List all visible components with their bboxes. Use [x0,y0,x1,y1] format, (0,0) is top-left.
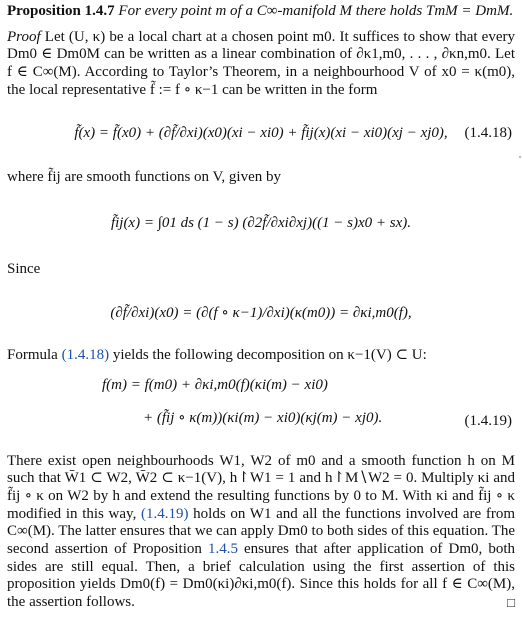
equation-fij-body: f̃ij(x) = ∫01 ds (1 − s) (∂2f̃/∂xi∂xj)((1 − s)x0 + sx). [110,215,412,232]
document-page [7,0,515,612]
proof-para3-text: Since [7,261,41,278]
equation-since-body: (∂f̃/∂xi)(x0) = (∂(f ∘ κ−1)/∂xi)(κ(m0)) = ∂κi,m0(f), [110,304,412,321]
proof-para5-text-a: There exist open neighbourhoods W1, W2 of m0 and a smooth function h on M such that W̄1 ⊂ W2, W̄2 ⊂ κ−1(V), h↾W1 = 1 and h↾M∖W2 = 0. Multiply κi and f̃ij ∘ κ on W2 by h and extend the resulting functions by 0 to M. With κi and f̃ij ∘ κ modified in this way, [7,452,515,522]
equation-1-4-18-link[interactable]: (1.4.18) [61,346,110,363]
proof-paragraph-5 [7,453,515,612]
proposition-1-4-5-link[interactable]: 1.4.5 [207,540,238,557]
equation-1-4-19-link[interactable]: (1.4.19) [141,505,189,522]
equation-1-4-19-number: (1.4.19) [464,412,512,429]
proof-para4-suffix: yields the following decomposition on κ−1(V) ⊂ U: [109,346,427,363]
proposition [7,3,515,21]
equation-1-4-19-line-1: f(m) = f(m0) + ∂κi,m0(f)(κi(m) − xi0) [102,376,328,393]
proof-paragraph-2 [7,169,515,187]
equation-1-4-19-line-2: + (f̃ij ∘ κ(m))(κi(m) − xi0)(κj(m) − xj0). [143,410,383,427]
proof-para1-text: Let (U, κ) be a local chart at a chosen point m0. It suffices to show that every Dm0 ∈ Dm0M can be written as a linear combination of ∂κ1,m0, . . . , ∂κn,m0. Let f ∈ C∞(M). According to Taylor’s Theorem, in a neighbourhood V of x0 = κ(m0), the local representative f̃ := f ∘ κ−1 can be written in the form [7,28,515,98]
equation-1-4-18-number: (1.4.18) [464,125,512,142]
proposition-label: Proposition 1.4.7 [7,3,115,19]
proof-paragraph-4 [7,347,515,365]
proof-para5-text-c: ensures that after application of Dm0, both sides are still equal. Then, a brief calculation using the first assertion of this proposition yields Dm0(f) = Dm0(κi)∂κi,m0(f). Since this holds for all f ∈ C∞(M), the assertion follows. [7,540,515,610]
proof-paragraph-3 [7,261,515,279]
equation-fij [7,201,515,247]
proof-para5-text-b: holds on W1 and all the functions involved are from C∞(M). The latter ensures that we can apply Dm0 to both sides of this equation. The second assertion of Proposition [7,505,515,557]
equation-1-4-19 [7,377,515,441]
proposition-statement: For every point m of a C∞-manifold M there holds TmM = DmM. [118,3,514,19]
equation-1-4-18-body: f̃(x) = f̃(x0) + (∂f̃/∂xi)(x0)(xi − xi0) + f̃ij(x)(xi − xi0)(xj − xj0), [74,125,448,142]
proof-para2-text: where f̃ij are smooth functions on V, given by [7,169,281,186]
margin-dot [519,156,521,158]
proof-para4-prefix: Formula [7,346,62,363]
equation-1-4-18 [7,117,515,153]
proof-paragraph-1 [7,29,515,100]
qed-box-icon: □ [507,595,515,610]
equation-since [7,293,515,335]
proof-label: Proof [7,28,41,45]
